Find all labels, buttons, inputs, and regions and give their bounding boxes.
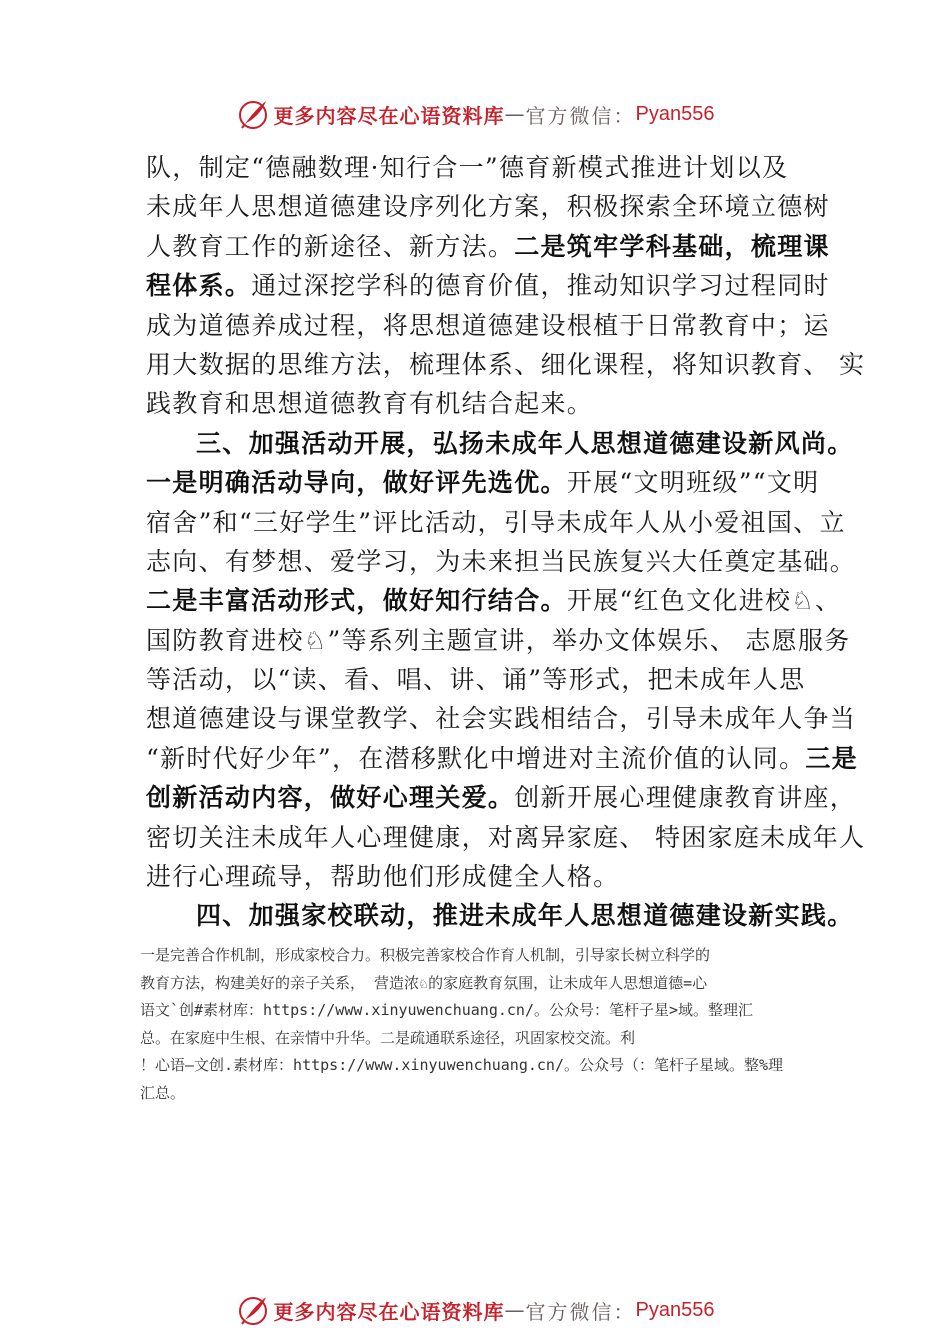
- bold-run: 创新活动内容，做好心理关爱。: [146, 783, 515, 813]
- text-run: 进行心理疏导，帮助他们形成健全人格。: [146, 862, 620, 892]
- text-line: [146, 818, 866, 857]
- bold-run: 程体系。: [146, 271, 252, 301]
- small-print-line: 总。在家庭中生根、在亲情中升华。二是疏通联系途径，巩固家校交流。利: [140, 1028, 636, 1047]
- text-line: [146, 896, 854, 935]
- text-line: [146, 463, 826, 502]
- document-body: [146, 148, 866, 936]
- text-run: 等活动，以“读、看、唱、讲、诵”等形式，把未成年人思: [146, 665, 806, 695]
- text-run: 宿舍”和“三好学生”评比活动，引导未成年人从小爱祖国、立: [146, 507, 846, 537]
- text-line: [146, 345, 866, 384]
- small-print-line: ！心语—文创.素材库：https://www.xinyuwenchuang.cn/。公众号（：笔杆子星域。整%理: [140, 1056, 784, 1074]
- text-run: 密切关注未成年人心理健康，对离异家庭、 特困家庭未成年人: [146, 822, 866, 852]
- text-run: 人教育工作的新途径、新方法。: [146, 231, 515, 261]
- text-run: 用大数据的思维方法，梳理体系、细化课程，将知识教育、 实: [146, 349, 866, 379]
- text-line: [146, 187, 830, 226]
- text-line: [146, 148, 826, 187]
- text-run: 国防教育进校♘”等系列主题宣讲，举办文体娱乐、 志愿服务: [146, 625, 851, 655]
- banner-wechat-id: Pyan556: [635, 102, 715, 125]
- text-line: [146, 542, 857, 581]
- bold-run: 三是: [805, 743, 858, 773]
- text-line: [146, 503, 846, 542]
- bold-run: 二是丰富活动形式，做好知行结合。: [146, 586, 567, 616]
- bold-run: 一是明确活动导向，做好评先选优。: [146, 468, 567, 498]
- text-line: [146, 857, 826, 896]
- text-line: [146, 739, 858, 778]
- small-print-line: 汇总。: [140, 1083, 186, 1102]
- banner-gray-text: 官方微信：: [525, 1299, 636, 1324]
- text-run: 通过深挖学科的德育价值，推动知识学习过程同时: [251, 271, 830, 301]
- text-line: [146, 384, 826, 423]
- quill-logo-icon: [236, 97, 270, 131]
- text-line: [146, 660, 826, 699]
- bold-run: 四、加强家校联动，推进未成年人思想道德建设新实践。: [196, 901, 854, 931]
- quill-logo-icon: [236, 1293, 270, 1327]
- text-line: [146, 778, 857, 817]
- banner-red-text: 更多内容尽在心语资料库: [273, 1299, 505, 1324]
- text-run: 未成年人思想道德建设序列化方案，积极探索全环境立德树: [146, 192, 830, 222]
- banner-red-text: 更多内容尽在心语资料库: [273, 103, 505, 128]
- banner-wechat-id: Pyan556: [635, 1298, 715, 1321]
- text-run: 队，制定“德融数理·知行合一”德育新模式推进计划以及: [146, 153, 789, 182]
- text-run: 想道德建设与课堂教学、社会实践相结合，引导未成年人争当: [146, 704, 857, 734]
- text-run: 开展“红色文化进校♘、: [566, 586, 842, 616]
- text-run: 践教育和思想道德教育有机结合起来。: [146, 389, 594, 419]
- small-print-block: [140, 942, 860, 1107]
- text-run: 成为道德养成过程，将思想道德建设根植于日常教育中；运: [146, 310, 830, 340]
- banner-dash: —: [504, 102, 526, 126]
- text-line: [146, 227, 830, 266]
- text-line: [146, 306, 830, 345]
- banner-gray-text: 官方微信：: [525, 103, 636, 128]
- header-banner: [0, 94, 950, 134]
- banner-dash: —: [504, 1298, 526, 1322]
- bold-run: 二是筑牢学科基础，梳理课: [514, 231, 830, 261]
- text-run: 志向、有梦想、爱学习，为未来担当民族复兴大任奠定基础。: [146, 546, 857, 576]
- small-print-line: 教育方法，构建美好的亲子关系， 营造浓♘的家庭教育氛围，让未成年人思想道德=心: [140, 973, 708, 992]
- small-print-line: 语文`创#素材库：https://www.xinyuwenchuang.cn/。公众号：笔杆子星>域。整理汇: [140, 1001, 754, 1019]
- text-line: [146, 621, 851, 660]
- text-line: [146, 266, 830, 305]
- small-print-line: 一是完善合作机制，形成家校合力。积极完善家校合作育人机制，引导家长树立科学的: [140, 946, 711, 964]
- text-run: 创新开展心理健康教育讲座，: [514, 783, 857, 813]
- bold-run: 三、加强活动开展，弘扬未成年人思想道德建设新风尚。: [196, 428, 854, 458]
- text-run: “新时代好少年”，在潜移默化中增进对主流价值的认同。: [146, 743, 806, 773]
- text-line: [146, 699, 857, 738]
- footer-banner: [0, 1290, 950, 1330]
- text-line: [146, 424, 854, 463]
- text-line: [146, 581, 842, 620]
- text-run: 开展“文明班级”“文明: [566, 468, 820, 498]
